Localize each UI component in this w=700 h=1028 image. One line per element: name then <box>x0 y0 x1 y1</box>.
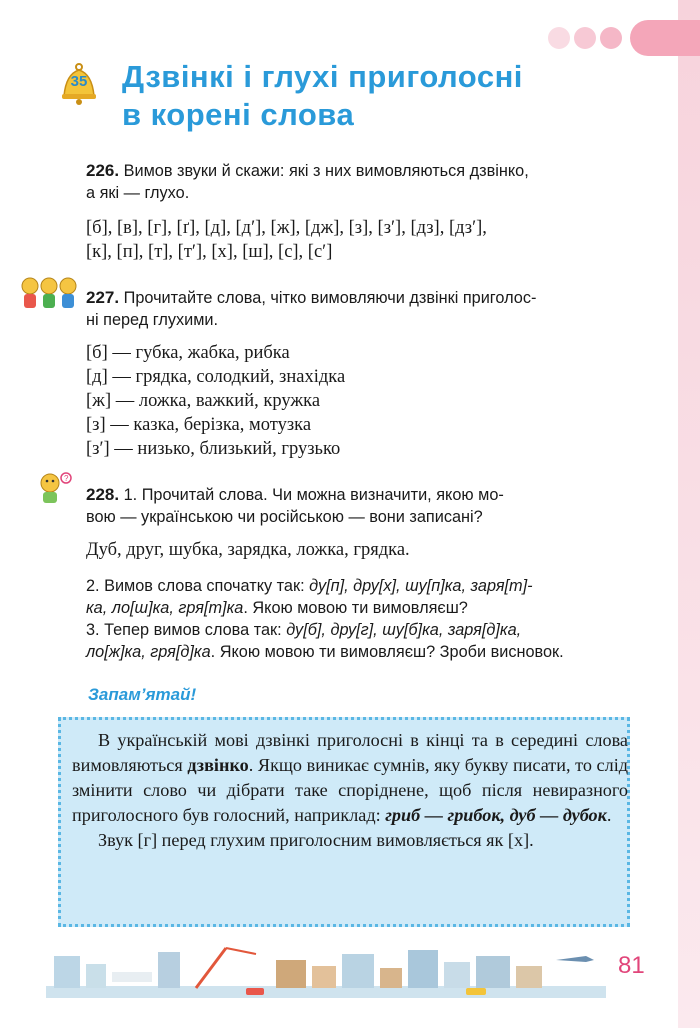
rule-example: гриб — грибок, дуб — дубок <box>385 805 607 825</box>
task-227-number: 227. <box>86 288 120 307</box>
task-226-number: 226. <box>86 161 120 180</box>
task-227-word-list <box>86 341 642 461</box>
task-227-instruction: 227. Прочитайте слова, чітко вимовляючи дзвінкі приголос- ні перед глухими. <box>86 288 537 329</box>
sounds-line: [к], [п], [т], [т′], [х], [ш], [с], [с′] <box>86 242 333 262</box>
word-list-item: [д] — грядка, солодкий, знахідка <box>86 367 346 387</box>
task-228-words: Дуб, друг, шубка, зарядка, ложка, грядка. <box>86 540 410 560</box>
word-list-item: [з] — казка, берізка, мотузка <box>86 415 312 435</box>
page-title <box>122 58 662 134</box>
sounds-line: [б], [в], [г], [ґ], [д], [д′], [ж], [дж], [з], [з′], [дз], [дз′], <box>86 218 487 238</box>
example-pronunciation: ду[б], дру[г], шу[б]ка, заря[д]ка, <box>286 621 522 639</box>
word-list-item: [б] — губка, жабка, рибка <box>86 343 290 363</box>
rule-paragraph-1: В українській мові дзвінкі приголосні в кінці та в середині слова вимовляються дзвінко. Якщо виникає сумнів, яку букву писати, то слід змінити слово чи дібрати таке споріднене, щоб після невиразного приголосного був голосний, наприклад: гриб — грибок, дуб — дубок. <box>72 730 629 825</box>
task-226-instruction: 226. Вимов звуки й скажи: які з них вимовляються дзвінко, а які — глухо. <box>86 161 529 202</box>
word-list-item: [з′] — низько, близький, грузько <box>86 439 341 459</box>
task-228-part-2-3: 2. Вимов слова спочатку так: ду[п], дру[х], шу[п]ка, заря[т]- ка, ло[ш]ка, гря[т]ка. Якою мовою ти вимовляєш? 3. Тепер вимов слова так: ду[б], дру[г], шу[б]ка, заря[д]ка, ло[ж]ка, гря[д]ка. Якою мовою ти вимовляєш? Зроби висновок. <box>86 577 564 661</box>
rule-paragraph-2: Звук [г] перед глухим приголосним вимовляється як [х]. <box>98 830 534 850</box>
group-work-icon <box>18 275 80 309</box>
rule-text <box>72 728 628 853</box>
task-226-sounds <box>86 216 642 264</box>
title-line-1: Дзвінкі і глухі приголосні <box>122 59 523 94</box>
lesson-number: 35 <box>70 73 88 90</box>
svg-text:?: ? <box>64 474 69 483</box>
example-pronunciation: ду[п], дру[х], шу[п]ка, заря[т]- <box>309 577 533 595</box>
page-edge-strip <box>678 0 700 1028</box>
word-list-item: [ж] — ложка, важкий, кружка <box>86 391 321 411</box>
task-228-number: 228. <box>86 485 120 504</box>
example-pronunciation: ло[ж]ка, гря[д]ка <box>86 643 211 661</box>
example-pronunciation: ка, ло[ш]ка, гря[т]ка <box>86 599 244 617</box>
city-illustration <box>46 942 606 998</box>
page-number: 81 <box>618 952 645 979</box>
thinking-child-icon <box>36 470 76 504</box>
key-term: дзвінко <box>187 755 249 775</box>
header-tab <box>630 20 700 56</box>
task-228-part-1: 228. 1. Прочитай слова. Чи можна визначити, якою мо- вою — українською чи російською — вони записані? <box>86 485 504 526</box>
title-line-2: в корені слова <box>122 97 355 132</box>
remember-heading: Запам’ятай! <box>88 685 197 704</box>
